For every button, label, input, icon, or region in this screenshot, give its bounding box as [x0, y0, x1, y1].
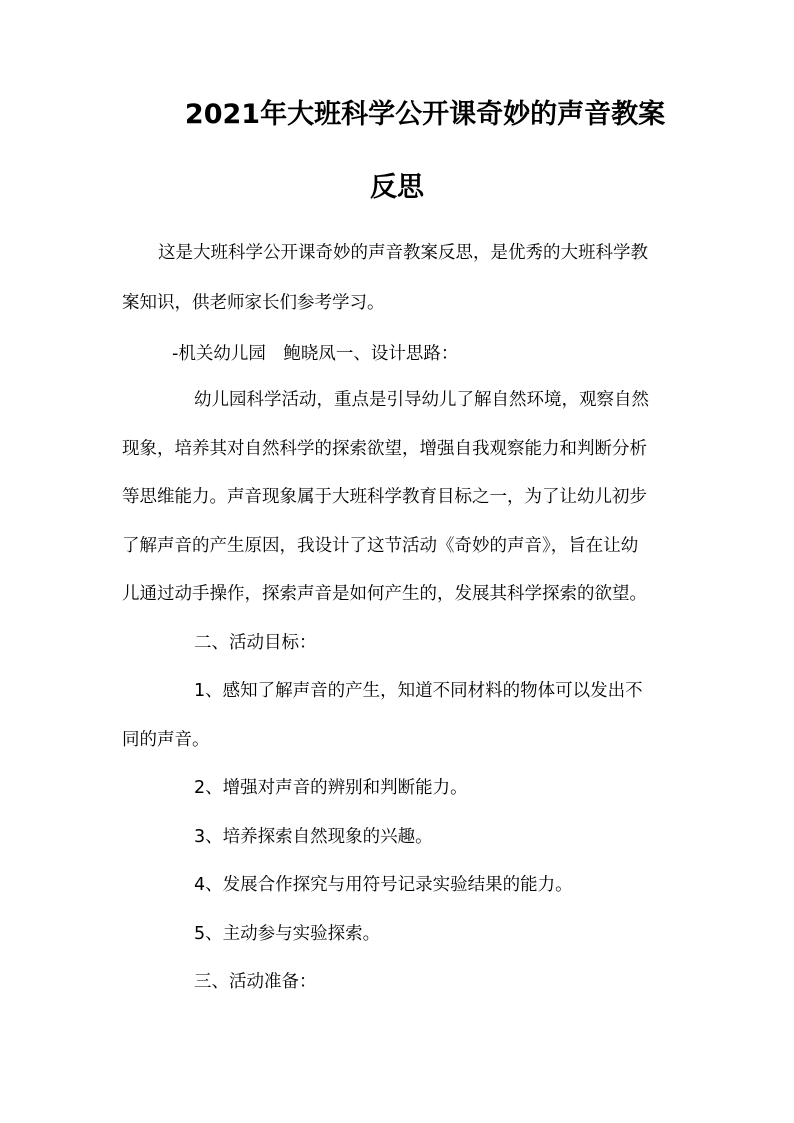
paragraph-line: 这是大班科学公开课奇妙的声音教案反思，是优秀的大班科学教 — [158, 243, 648, 263]
section-heading: 三、活动准备： — [194, 972, 317, 992]
paragraph-line: 幼儿园科学活动，重点是引导幼儿了解自然环境，观察自然 — [194, 390, 649, 410]
paragraph-line: 了解声音的产生原因，我设计了这节活动《奇妙的声音》，旨在让幼 — [122, 536, 639, 556]
section-heading: 二、活动目标： — [194, 633, 317, 653]
list-item-continuation: 同的声音。 — [122, 730, 210, 750]
paragraph-line: 儿通过动手操作，探索声音是如何产生的，发展其科学探索的欲望。 — [122, 584, 647, 604]
list-item: 5、主动参与实验探索。 — [194, 924, 381, 944]
document-title: 2021年大班科学公开课奇妙的声音教案 — [184, 99, 666, 130]
list-item: 1、感知了解声音的产生，知道不同材料的物体可以发出不 — [194, 681, 643, 701]
list-item: 4、发展合作探究与用符号记录实验结果的能力。 — [194, 875, 573, 895]
list-item: 3、培养探索自然现象的兴趣。 — [194, 827, 433, 847]
paragraph-line: -机关幼儿园 鲍晓凤一、设计思路： — [172, 344, 459, 364]
document-title-continuation: 反思 — [370, 172, 424, 203]
paragraph-line: 等思维能力。声音现象属于大班科学教育目标之一，为了让幼儿初步 — [122, 487, 647, 507]
list-item: 2、增强对声音的辨别和判断能力。 — [194, 778, 468, 798]
paragraph-line: 现象，培养其对自然科学的探索欲望，增强自我观察能力和判断分析 — [122, 439, 647, 459]
paragraph-line: 案知识，供老师家长们参考学习。 — [122, 293, 385, 313]
